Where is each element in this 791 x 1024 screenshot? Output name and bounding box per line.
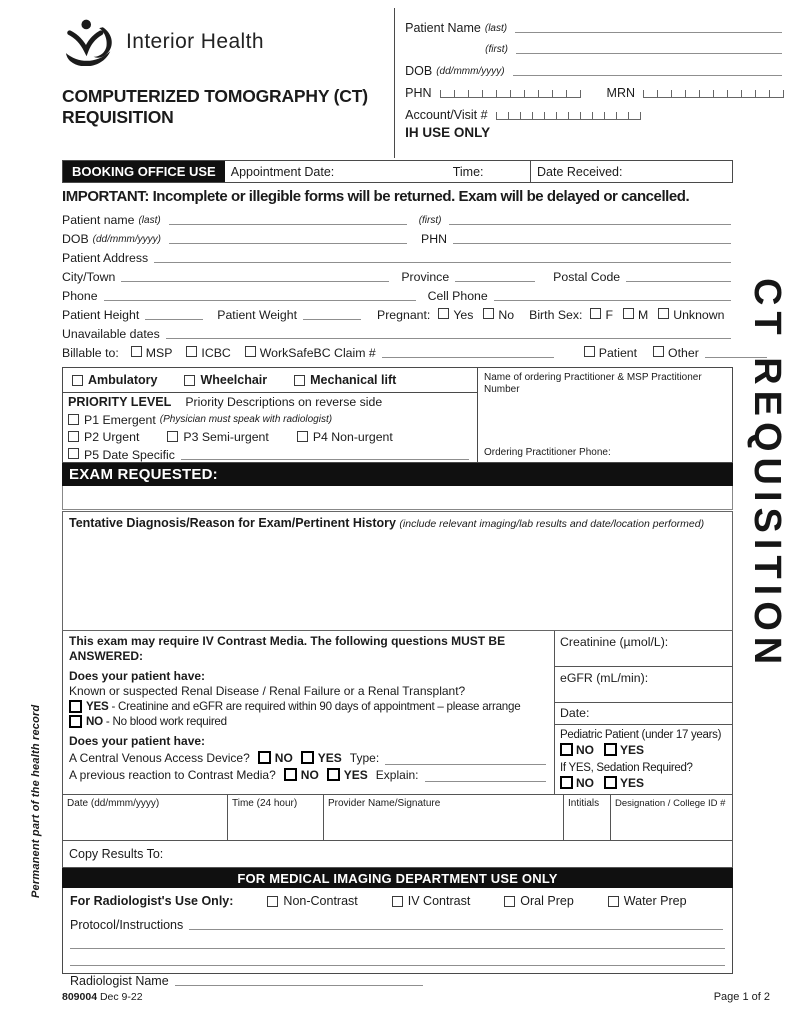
signoff-designation-cell[interactable] — [611, 795, 732, 840]
page-footer — [62, 991, 770, 1003]
renal-no-checkbox[interactable] — [69, 715, 82, 728]
billable-other-field[interactable] — [705, 345, 767, 358]
p1-emergent-label: P1 Emergent — [84, 412, 156, 427]
phn-label: PHN — [405, 86, 432, 100]
patient-address-label: Patient Address — [62, 251, 149, 265]
patient-height-label: Patient Height — [62, 308, 140, 322]
radiologist-box — [62, 888, 733, 988]
unavailable-dates-label: Unavailable dates — [62, 327, 160, 341]
appointment-date-label: Appointment Date: — [230, 164, 335, 179]
p5-date-specific-label: P5 Date Specific — [84, 448, 175, 462]
protocol-instructions-label: Protocol/Instructions — [70, 918, 184, 932]
priority-p2-p4-row — [68, 428, 477, 445]
renal-yes-checkbox[interactable] — [69, 700, 82, 713]
pediatric-label: Pediatric Patient (under 17 years) — [560, 728, 722, 741]
renal-question: Known or suspected Renal Disease / Renal Failure or a Renal Transplant? — [69, 684, 466, 698]
patient-weight-field[interactable] — [303, 307, 361, 320]
patient-have-title-1: Does your patient have: — [69, 669, 206, 683]
city-province-postal-row — [62, 265, 733, 284]
contrast-section — [62, 631, 733, 795]
signoff-time-cell[interactable] — [228, 795, 324, 840]
iv-contrast-checkbox[interactable] — [392, 896, 403, 907]
p4-non-urgent-label: P4 Non-urgent — [312, 429, 393, 444]
exam-requested-field[interactable] — [62, 486, 733, 510]
egfr-field[interactable] — [555, 667, 732, 703]
patient-name-label: Patient name — [62, 213, 135, 227]
renal-no-row — [69, 714, 548, 729]
reaction-question: A previous reaction to Contrast Media? — [69, 768, 276, 782]
signoff-initials-cell[interactable] — [564, 795, 611, 840]
phn-comb-field[interactable] — [440, 90, 581, 98]
sedation-yes-checkbox[interactable] — [604, 776, 617, 789]
birth-sex-m-checkbox[interactable] — [623, 308, 634, 319]
wheelchair-label: Wheelchair — [200, 373, 268, 387]
oral-prep-checkbox[interactable] — [504, 896, 515, 907]
patient-height-field[interactable] — [145, 307, 203, 320]
protocol-row — [70, 912, 725, 932]
ordering-practitioner-phone-label: Ordering Practitioner Phone: — [484, 447, 611, 458]
sedation-no-label: NO — [576, 775, 594, 790]
diagnosis-note: (include relevant imaging/lab results and date/location performed) — [399, 518, 705, 530]
priority-p1-row — [68, 411, 477, 428]
msp-label: MSP — [145, 346, 173, 360]
signoff-designation-header: Designation / College ID # — [615, 798, 726, 809]
form-header — [62, 8, 784, 158]
province-field[interactable] — [455, 269, 535, 282]
patient-have-title-2: Does your patient have: — [69, 734, 206, 748]
reaction-no-checkbox[interactable] — [284, 768, 297, 781]
ordering-practitioner-label: Name of ordering Practitioner & MSP Practitioner Number — [484, 372, 702, 395]
birth-sex-label: Birth Sex: — [529, 308, 583, 322]
date-received-label: Date Received: — [537, 164, 623, 179]
dob-hint: (dd/mmm/yyyy) — [92, 234, 161, 245]
ambulatory-checkbox[interactable] — [72, 375, 83, 386]
height-weight-pregnant-row — [62, 303, 733, 322]
priority-box — [62, 367, 733, 463]
dob-field[interactable] — [513, 63, 782, 76]
p5-date-specific-checkbox[interactable] — [68, 448, 79, 459]
msp-checkbox[interactable] — [131, 346, 142, 357]
phone-row — [62, 284, 733, 303]
p3-semi-urgent-label: P3 Semi-urgent — [183, 429, 269, 444]
creatinine-label: Creatinine (µmol/L): — [560, 635, 669, 649]
phone-label: Phone — [62, 289, 98, 303]
postal-code-label: Postal Code — [553, 270, 621, 284]
p5-date-field[interactable] — [181, 447, 469, 460]
lab-date-field[interactable] — [555, 703, 732, 725]
form-number: 809004 — [62, 991, 98, 1003]
header-left — [62, 8, 394, 158]
reaction-yes-label: YES — [343, 768, 368, 782]
form-title — [62, 86, 394, 127]
billable-other-checkbox[interactable] — [653, 346, 664, 357]
pregnant-no-label: No — [498, 308, 515, 322]
radiologist-options-row — [70, 890, 725, 912]
copy-results-label: Copy Results To: — [69, 847, 164, 861]
sedation-noyes-row — [560, 776, 727, 790]
dob-field[interactable] — [169, 231, 407, 244]
brand-lockup — [62, 18, 394, 66]
water-prep-label: Water Prep — [623, 894, 687, 908]
booking-office-row — [62, 160, 733, 183]
billable-patient-checkbox[interactable] — [584, 346, 595, 357]
patient-last-name-field[interactable] — [169, 212, 407, 225]
cvad-yes-checkbox[interactable] — [301, 751, 314, 764]
p1-emergent-note: (Physician must speak with radiologist) — [159, 413, 333, 425]
renal-yes-detail: - Creatinine and eGFR are required within 90 days of appointment – please arrange — [111, 700, 521, 713]
ambulatory-label: Ambulatory — [88, 373, 158, 387]
dob-label: DOB — [405, 64, 433, 78]
renal-yes-label: YES — [86, 700, 109, 713]
patient-address-field[interactable] — [154, 250, 731, 263]
first-hint: (first) — [485, 44, 508, 55]
cell-phone-field[interactable] — [494, 288, 731, 301]
birth-sex-unknown-checkbox[interactable] — [658, 308, 669, 319]
protocol-extra-line-1[interactable] — [70, 932, 725, 949]
time-label: Time: — [452, 164, 484, 179]
water-prep-checkbox[interactable] — [608, 896, 619, 907]
reaction-row — [69, 766, 548, 783]
reaction-yes-checkbox[interactable] — [327, 768, 340, 781]
icbc-checkbox[interactable] — [186, 346, 197, 357]
protocol-instructions-field[interactable] — [189, 917, 723, 930]
cell-phone-label: Cell Phone — [427, 289, 488, 303]
mechanical-lift-checkbox[interactable] — [294, 375, 305, 386]
worksafebc-label: WorkSafeBC Claim # — [259, 346, 376, 360]
cvad-type-field[interactable] — [385, 752, 546, 765]
radiologist-name-label: Radiologist Name — [70, 974, 169, 988]
date-received-cell[interactable] — [530, 161, 732, 182]
birth-sex-f-checkbox[interactable] — [590, 308, 601, 319]
signoff-date-cell[interactable] — [63, 795, 228, 840]
patient-name-first-field[interactable] — [516, 41, 782, 54]
sedation-no-checkbox[interactable] — [560, 776, 573, 789]
egfr-label: eGFR (mL/min): — [560, 670, 649, 685]
contrast-values-panel — [555, 631, 732, 794]
account-visit-label: Account/Visit # — [405, 108, 488, 122]
wheelchair-checkbox[interactable] — [184, 375, 195, 386]
mrn-comb-field[interactable] — [643, 90, 784, 98]
cvad-no-checkbox[interactable] — [258, 751, 271, 764]
signoff-provider-header: Provider Name/Signature — [328, 798, 441, 809]
lab-date-label: Date: — [560, 705, 590, 720]
appointment-cell[interactable] — [225, 161, 530, 182]
non-contrast-checkbox[interactable] — [267, 896, 278, 907]
interior-health-logo-icon — [62, 18, 116, 66]
non-contrast-label: Non-Contrast — [283, 894, 358, 908]
pregnant-yes-checkbox[interactable] — [438, 308, 449, 319]
form-revision: Dec 9-22 — [99, 991, 143, 1003]
phone-field[interactable] — [104, 288, 416, 301]
radiologist-name-field[interactable] — [175, 973, 423, 986]
creatinine-field[interactable] — [555, 631, 732, 667]
mechanical-lift-label: Mechanical lift — [310, 373, 397, 387]
signoff-time-header: Time (24 hour) — [232, 798, 298, 809]
p3-semi-urgent-checkbox[interactable] — [167, 431, 178, 442]
priority-p5-row — [68, 445, 477, 462]
radiologist-name-row — [70, 968, 725, 988]
signoff-initials-header: Intitials — [568, 798, 600, 809]
reaction-explain-field[interactable] — [425, 769, 547, 782]
first-hint: (first) — [418, 215, 442, 226]
imaging-dept-bar: FOR MEDICAL IMAGING DEPARTMENT USE ONLY — [62, 868, 733, 888]
cvad-question: A Central Venous Access Device? — [69, 751, 250, 765]
phn-field[interactable] — [453, 231, 731, 244]
province-label: Province — [401, 270, 450, 284]
pediatric-no-label: NO — [576, 742, 594, 757]
priority-level-label: PRIORITY LEVEL — [68, 395, 172, 409]
radiologist-use-only-label: For Radiologist's Use Only: — [70, 894, 234, 908]
form-title-line2: REQUISITION — [62, 106, 174, 127]
unavailable-dates-row — [62, 322, 733, 341]
patient-name-row — [62, 208, 733, 227]
diagnosis-box[interactable] — [62, 511, 733, 631]
p2-urgent-label: P2 Urgent — [84, 429, 140, 444]
cvad-type-label: Type: — [349, 751, 380, 765]
page-indicator: Page 1 of 2 — [713, 991, 770, 1003]
contrast-intro: This exam may require IV Contrast Media. The following questions MUST BE ANSWERED: — [69, 634, 506, 663]
cvad-row — [69, 749, 548, 766]
patient-weight-label: Patient Weight — [217, 308, 297, 322]
permanent-record-note: Permanent part of the health record — [30, 704, 42, 898]
contrast-questions-panel — [63, 631, 555, 794]
pregnant-yes-label: Yes — [453, 308, 474, 322]
diagnosis-title: Tentative Diagnosis/Reason for Exam/Pertinent History — [69, 516, 396, 530]
worksafebc-checkbox[interactable] — [245, 346, 256, 357]
birth-sex-m-label: M — [637, 308, 649, 322]
mobility-row — [63, 368, 477, 393]
p4-non-urgent-checkbox[interactable] — [297, 431, 308, 442]
sedation-label: If YES, Sedation Required? — [560, 761, 693, 774]
sedation-yes-label: YES — [620, 775, 645, 790]
last-hint: (last) — [484, 23, 508, 34]
form-number-block — [62, 991, 143, 1003]
pediatric-cell — [555, 725, 732, 794]
postal-code-field[interactable] — [626, 269, 731, 282]
patient-name-label: Patient Name — [405, 21, 481, 35]
priority-descriptions-note: Priority Descriptions on reverse side — [185, 395, 383, 409]
priority-left-panel — [63, 368, 478, 462]
dob-hint: (dd/mmm/yyyy) — [436, 66, 505, 77]
reaction-no-label: NO — [300, 768, 319, 782]
form-title-line1: COMPUTERIZED TOMOGRAPHY (CT) — [62, 86, 368, 106]
pediatric-yes-label: YES — [620, 742, 645, 757]
dob-phn-row — [62, 227, 733, 246]
billable-to-label: Billable to: — [62, 346, 119, 360]
renal-yes-row — [69, 699, 548, 714]
renal-no-label: NO — [86, 715, 103, 728]
priority-level-row — [68, 393, 477, 411]
p2-urgent-checkbox[interactable] — [68, 431, 79, 442]
signoff-table — [62, 795, 733, 841]
worksafebc-claim-field[interactable] — [382, 345, 554, 358]
exam-requested-bar: EXAM REQUESTED: — [62, 463, 733, 486]
pediatric-yes-checkbox[interactable] — [604, 743, 617, 756]
cvad-yes-label: YES — [317, 751, 342, 765]
billable-row — [62, 341, 733, 360]
renal-no-detail: - No blood work required — [105, 715, 227, 728]
copy-results-field[interactable] — [62, 841, 733, 868]
pregnant-no-checkbox[interactable] — [483, 308, 494, 319]
signoff-provider-cell[interactable] — [324, 795, 564, 840]
birth-sex-f-label: F — [605, 308, 613, 322]
address-row — [62, 246, 733, 265]
pregnant-label: Pregnant: — [377, 308, 431, 322]
city-town-label: City/Town — [62, 270, 116, 284]
dob-label: DOB — [62, 232, 89, 246]
billable-other-label: Other — [668, 346, 699, 360]
pediatric-no-checkbox[interactable] — [560, 743, 573, 756]
pediatric-noyes-row — [560, 743, 727, 757]
unavailable-dates-field[interactable] — [166, 326, 731, 339]
ordering-practitioner-cell[interactable] — [478, 368, 732, 462]
form-body — [62, 186, 733, 988]
phn-label: PHN — [421, 232, 447, 246]
birth-sex-unknown-label: Unknown — [673, 308, 725, 322]
patient-first-name-field[interactable] — [449, 212, 731, 225]
protocol-extra-line-2[interactable] — [70, 949, 725, 966]
cvad-no-label: NO — [274, 751, 293, 765]
brand-name: Interior Health — [126, 30, 264, 53]
important-notice: IMPORTANT: Incomplete or illegible forms will be returned. Exam will be delayed or cancelled. — [62, 188, 690, 205]
mrn-label: MRN — [606, 86, 635, 100]
ih-use-only-label: IH USE ONLY — [405, 125, 491, 140]
ct-requisition-banner: CT REQUISITION — [746, 278, 788, 671]
signoff-date-header: Date (dd/mmm/yyyy) — [67, 798, 160, 809]
patient-name-last-field[interactable] — [515, 20, 782, 33]
account-visit-comb-field[interactable] — [496, 112, 641, 120]
p1-emergent-checkbox[interactable] — [68, 414, 79, 425]
reaction-explain-label: Explain: — [375, 768, 419, 782]
icbc-label: ICBC — [201, 346, 231, 360]
iv-contrast-label: IV Contrast — [407, 894, 471, 908]
billable-patient-label: Patient — [598, 346, 638, 360]
patient-id-box — [394, 8, 784, 158]
oral-prep-label: Oral Prep — [520, 894, 574, 908]
last-hint: (last) — [138, 215, 161, 226]
city-town-field[interactable] — [121, 269, 389, 282]
booking-office-use-label: BOOKING OFFICE USE — [63, 161, 225, 182]
